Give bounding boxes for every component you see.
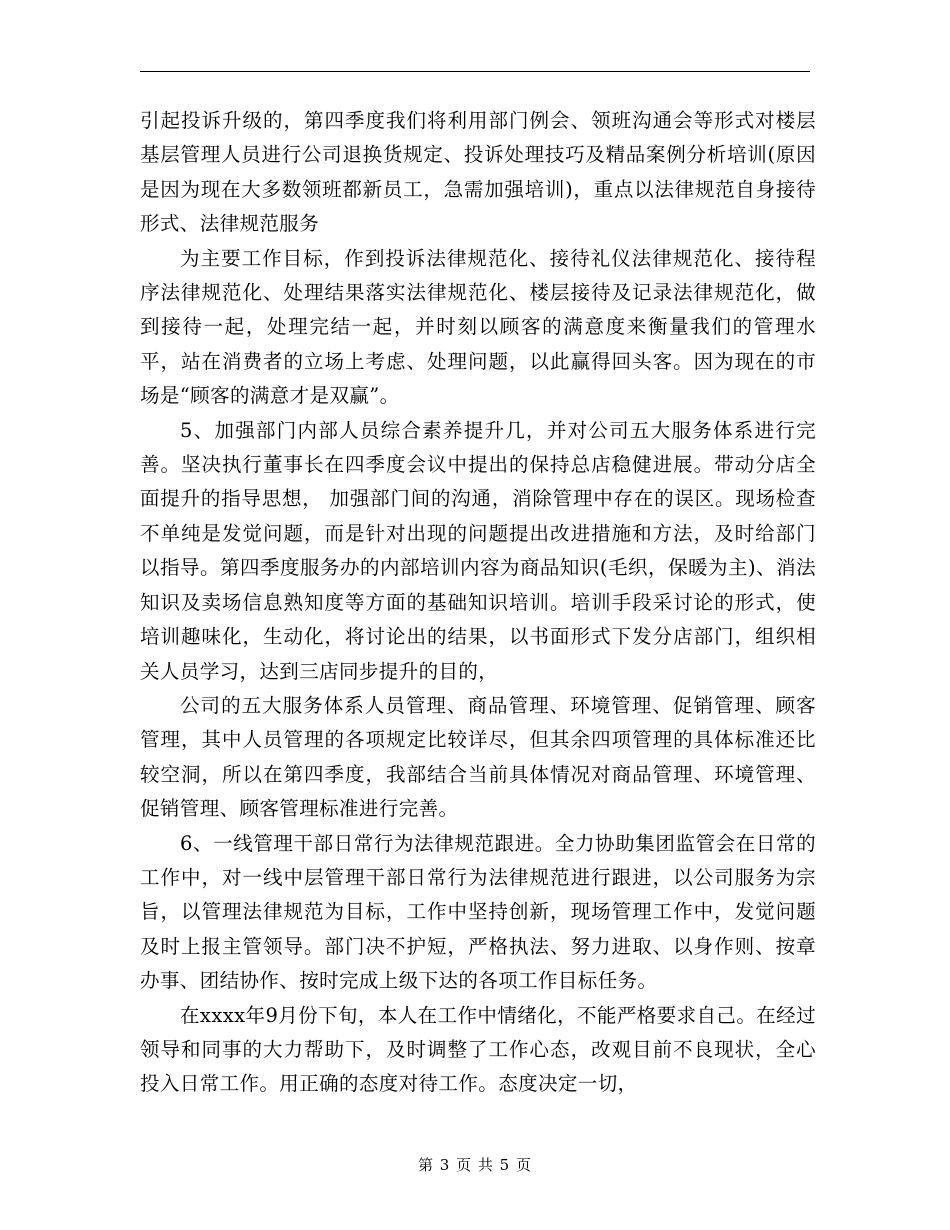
document-body xyxy=(140,104,816,1102)
page-number-footer: 第 3 页 共 5 页 xyxy=(418,1156,532,1174)
paragraph: 5、加强部门内部人员综合素养提升几，并对公司五大服务体系进行完善。坚决执行董事长在四季度会议中提出的保持总店稳健进展。带动分店全面提升的指导思想， 加强部门间的沟通，消除管理中存在的误区。现场检查不单纯是发觉问题，而是针对出现的问题提出改进措施和方法，及时给部门以指导。第四季度服务办的内部培训内容为商品知识(毛织，保暖为主)、消法知识及卖场信息熟知度等方面的基础知识培训。培训手段采讨论的形式，使培训趣味化，生动化，将讨论出的结果，以书面形式下发分店部门，组织相关人员学习，达到三店同步提升的目的， xyxy=(140,418,816,683)
paragraph: 6、一线管理干部日常行为法律规范跟进。全力协助集团监管会在日常的工作中，对一线中层管理干部日常行为法律规范进行跟进，以公司服务为宗旨，以管理法律规范为目标，工作中坚持创新，现场管理工作中，发觉问题及时上报主管领导。部门决不护短，严格执法、努力进取、以身作则、按章办事、团结协作、按时完成上级下达的各项工作目标任务。 xyxy=(140,831,816,993)
paragraph: 公司的五大服务体系人员管理、商品管理、环境管理、促销管理、顾客管理，其中人员管理的各项规定比较详尽，但其余四项管理的具体标准还比较空洞，所以在第四季度，我部结合当前具体情况对商品管理、环境管理、促销管理、顾客管理标准进行完善。 xyxy=(140,693,816,821)
paragraph: 在xxxx年9月份下旬，本人在工作中情绪化，不能严格要求自己。在经过领导和同事的大力帮助下，及时调整了工作心态，改观目前不良现状，全心投入日常工作。用正确的态度对待工作。态度决定一切， xyxy=(140,1003,816,1096)
paragraph-continued: 引起投诉升级的，第四季度我们将利用部门例会、领班沟通会等形式对楼层基层管理人员进行公司退换货规定、投诉处理技巧及精品案例分析培训(原因是因为现在大多数领班都新员工，急需加强培训)，重点以法律规范自身接待形式、法律规范服务 xyxy=(140,109,816,236)
paragraph: 为主要工作目标，作到投诉法律规范化、接待礼仪法律规范化、接待程序法律规范化、处理结果落实法律规范化、楼层接待及记录法律规范化，做到接待一起，处理完结一起，并时刻以顾客的满意度来衡量我们的管理水平，站在消费者的立场上考虑、处理问题，以此赢得回头客。因为现在的市场是“顾客的满意才是双赢”。 xyxy=(140,246,816,408)
header-rule xyxy=(140,71,810,72)
